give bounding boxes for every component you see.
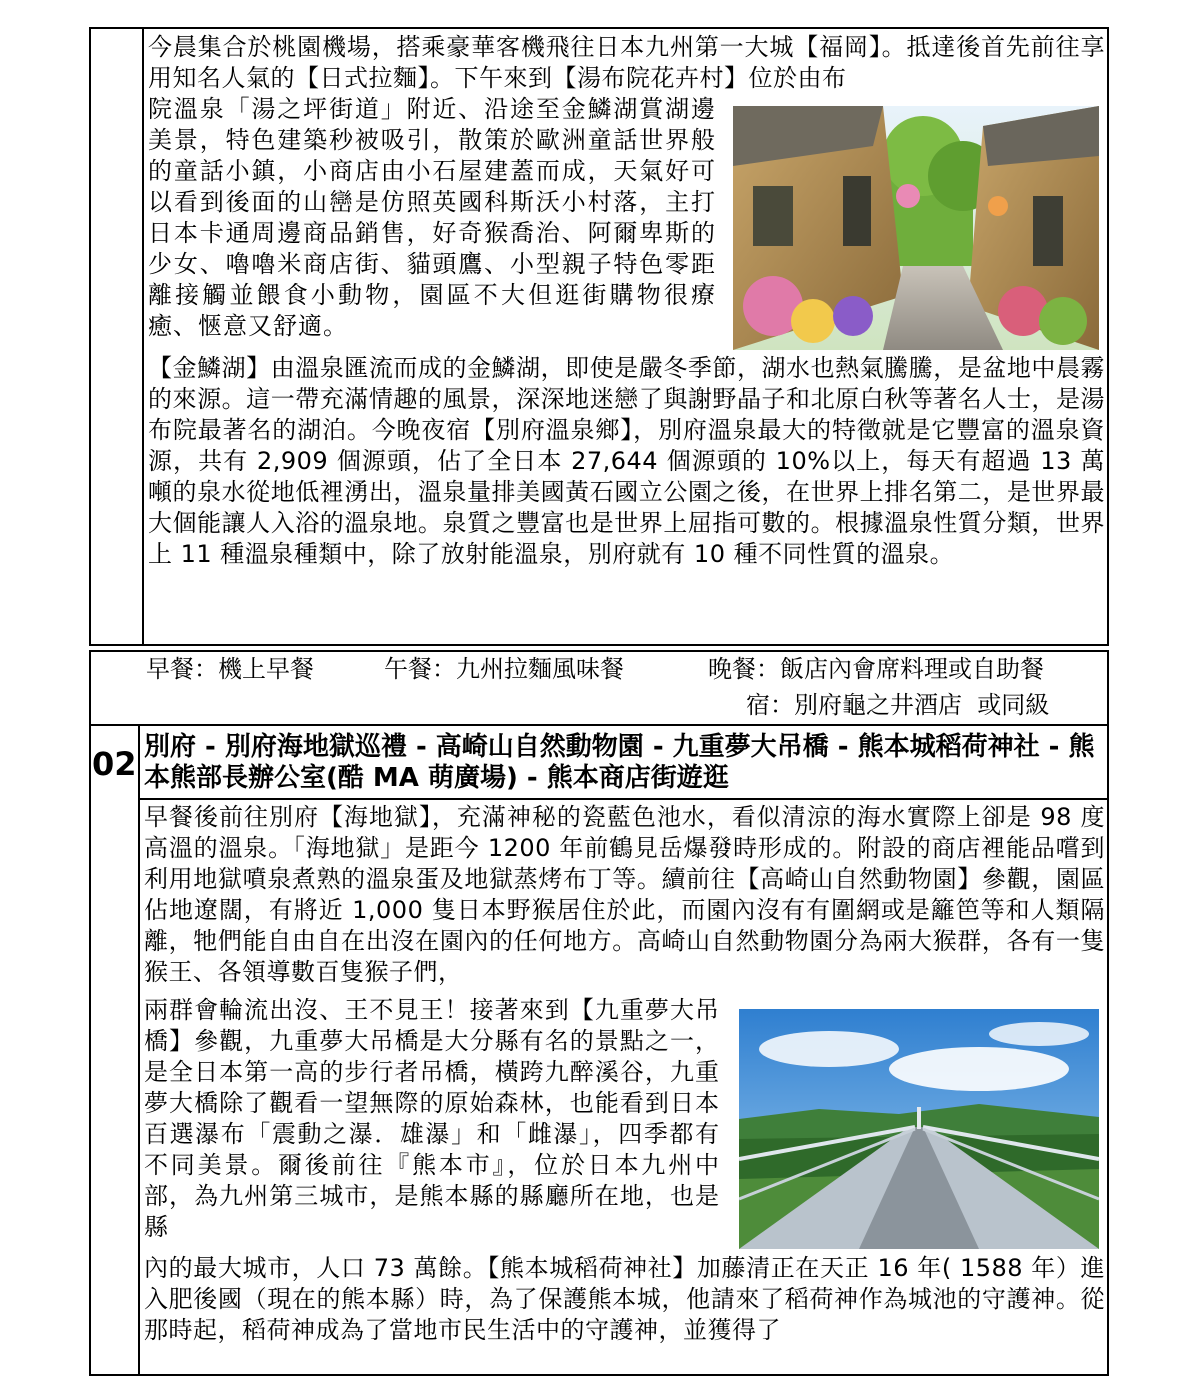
table-bottom-border: [89, 1374, 1109, 1376]
day2-paragraph-bottom: 內的最大城市，人口 73 萬餘。【熊本城稻荷神社】加藤清正在天正 16 年( 1588 年）進入肥後國（現在的熊本縣）時，為了保護熊本城，他請來了稻荷神作為城池的守護神。從那時起，稻荷神成為了當地市民生活中的守護神，並獲得了: [144, 1254, 1105, 1344]
day2-column-divider: [138, 724, 140, 1376]
kokonoe-bridge-photo: [739, 1009, 1099, 1249]
meals-right-border: [1107, 650, 1109, 1376]
day1-bottom-border: [89, 644, 1109, 646]
day2-paragraph-top: 早餐後前往別府【海地獄】，充滿神秘的瓷藍色池水，看似清涼的海水實際上卻是 98 度高溫的溫泉。「海地獄」是距今 1200 年前鶴見岳爆發時形成的。附設的商店裡能品嚐到利用地獄噴泉煮熟的溫泉蛋及地獄蒸烤布丁等。續前往【高崎山自然動物園】參觀，園區佔地遼闊，有將近 1,000 隻日本野猴居住於此，而園內沒有有圍網或是籬笆等和人類隔離，牠們能自由自在出沒在園內的任何地方。高崎山自然動物園分為兩大猴群，各有一隻猴王、各領導數百隻猴子們，: [144, 803, 1105, 986]
meal-lunch: 午餐：九州拉麵風味餐: [384, 655, 624, 683]
table-right-border: [1107, 27, 1109, 646]
meal-dinner: 晚餐：飯店內會席料理或自助餐: [708, 655, 1044, 683]
day2-title-underline: [138, 798, 1109, 800]
day1-paragraph-bottom: 【金鱗湖】由溫泉匯流而成的金鱗湖，即使是嚴冬季節，湖水也熱氣騰騰，是盆地中晨霧的來源。這一帶充滿情趣的風景，深深地迷戀了與謝野晶子和北原白秋等著名人士，是湯布院最著名的湖泊。今晚夜宿【別府溫泉鄉】，別府溫泉最大的特徵就是它豐富的溫泉資源，共有 2,909 個源頭，佔了全日本 27,644 個源頭的 10%以上，每天有超過 13 萬噸的泉水從地低裡湧出，溫泉量排美國黃石國立公園之後，在世界上排名第二，是世界最大個能讓人入浴的溫泉地。泉質之豐富也是世界上屈指可數的。根據溫泉性質分類，世界上 11 種溫泉種類中，除了放射能溫泉，別府就有 10 種不同性質的溫泉。: [148, 354, 1105, 568]
day2-paragraph-wrap: 兩群會輪流出沒、王不見王！接著來到【九重夢大吊橋】參觀，九重夢大吊橋是大分縣有名的景點之一，是全日本第一高的步行者吊橋，橫跨九醉溪谷，九重夢大橋除了觀看一望無際的原始森林，也能看到日本百選瀑布「震動之瀑．雄瀑」和「雌瀑」，四季都有不同美景。爾後前往『熊本市』，位於日本九州中部，為九州第三城市，是熊本縣的縣廳所在地，也是縣: [144, 996, 720, 1241]
day1-paragraph-top: 今晨集合於桃園機場，搭乘豪華客機飛往日本九州第一大城【福岡】。抵達後首先前往享用知名人氣的【日式拉麵】。下午來到【湯布院花卉村】位於由布: [148, 33, 1105, 92]
meals-left-border: [89, 650, 91, 1376]
meal-breakfast: 早餐：機上早餐: [146, 655, 314, 683]
hotel-info: 宿：別府龜之井酒店 或同級: [746, 691, 1050, 719]
day-column-divider: [142, 27, 144, 646]
meals-bottom-border: [89, 724, 1109, 726]
day-number: 02: [92, 745, 137, 783]
table-top-border: [89, 27, 1109, 29]
day1-paragraph-wrap: 院溫泉「湯之坪街道」附近、沿途至金鱗湖賞湖邊美景，特色建築秒被吸引，散策於歐洲童話世界般的童話小鎮，小商店由小石屋建蓋而成，天氣好可以看到後面的山巒是仿照英國科斯沃小村落，主打日本卡通周邊商品銷售，好奇猴喬治、阿爾卑斯的少女、嚕嚕米商店街、貓頭鷹、小型親子特色零距離接觸並餵食小動物，園區不大但逛街購物很療癒、愜意又舒適。: [148, 95, 716, 340]
yufuin-village-photo: [733, 106, 1099, 350]
day2-route-title: 別府 - 別府海地獄巡禮 - 高崎山自然動物園 - 九重夢大吊橋 - 熊本城稻荷神社 - 熊本熊部長辦公室(酷 MA 萌廣場) - 熊本商店街遊逛: [144, 732, 1095, 793]
table-left-border: [89, 27, 91, 646]
